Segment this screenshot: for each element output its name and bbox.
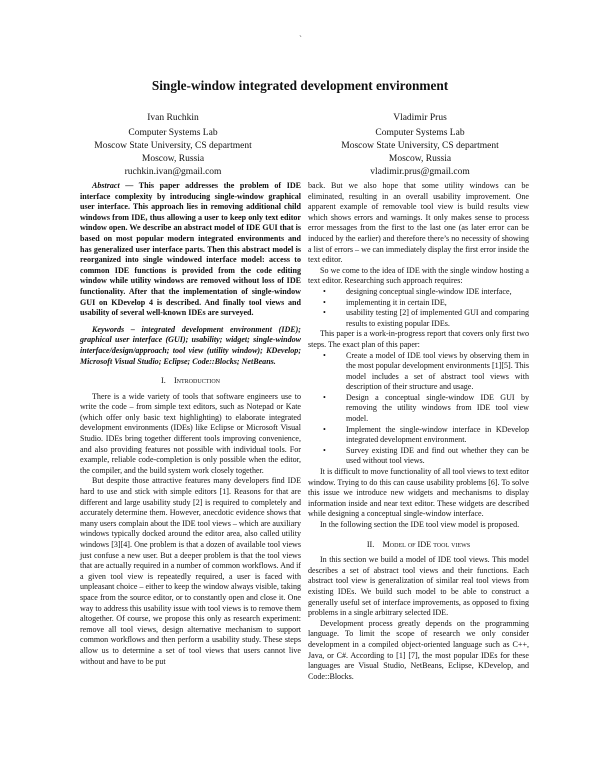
author-name: Vladimir Prus: [393, 113, 447, 123]
list-item: • Create a model of IDE tool views by observing them in the most popular development environments [1][5]. This model includes a set of abstract tool views with description of their structure and usage.: [346, 351, 529, 393]
paragraph: So we come to the idea of IDE with the single window hosting a text editor. Researching such approach requires:: [308, 265, 529, 286]
section-heading-model: [308, 540, 529, 551]
section-heading-introduction: [80, 376, 301, 387]
author-department: Moscow State University, CS department: [94, 141, 252, 151]
list-item: • Implement the single-window interface in KDevelop integrated development environment.: [346, 425, 529, 446]
author-department: Moscow State University, CS department: [341, 141, 499, 151]
paragraph: It is difficult to move functionality of all tool views to text editor window. Trying to do this can cause usability problems [6]. To solve this issue we introduce new widgets and mechanisms to display information inside and near text editor. These widgets are described while designing a conceptual single-window interface.: [308, 467, 529, 519]
author-location: Moscow, Russia: [141, 154, 205, 164]
section-title: Model of IDE tool views: [382, 539, 471, 549]
requirements-list: [308, 287, 529, 329]
author-block-1: [73, 112, 273, 179]
list-item: • implementing it in certain IDE,: [346, 298, 529, 309]
author-email: vladimir.prus@gmail.com: [370, 167, 470, 177]
paragraph: This paper is a work-in-progress report that covers only first two steps. The exact plan of this paper:: [308, 329, 529, 349]
paragraph: In the following section the IDE tool view model is proposed.: [320, 520, 520, 529]
paragraph: Development process greatly depends on the programming language. To limit the scope of research we only consider development in a compiled object-oriented language such as C++, Java, or C#. According to [1] [7], the most popular IDEs for these languages are Visual Studio, NetBeans, Eclipse, KDevelop, and Code::Blocks.: [308, 618, 529, 681]
section-title: Introduction: [173, 376, 221, 386]
abstract: [80, 181, 301, 319]
section-number: II.: [366, 539, 375, 549]
list-item: • Survey existing IDE and find out whether they can be used without tool views.: [346, 446, 529, 467]
header-mark: `: [299, 34, 302, 44]
abstract-label: Abstract: [92, 181, 120, 190]
section-number: I.: [160, 376, 166, 386]
abstract-text: — This paper addresses the problem of IDE interface complexity by introducing single-window graphical user interface. This approach lies in removing additional child windows from IDE, thus allowing a user to keep only text editor window open. We describe an abstract model of IDE GUI that is based on most popular modern integrated environments and has generalized user interface parts. Then this abstract model is reorganized into single windowed interface model: access to common IDE functions is provided from the code editing window while utility windows are removed without loss of IDE functionality. After that the implementation of single-window GUI on KDevelop 4 is described. And finally tool views and usability of several well-known IDEs are surveyed.: [80, 181, 301, 318]
paragraph: There is a wide variety of tools that software engineers use to write the code – from simple text editors, such as Notepad or Kate (which offer only basic text highlighting) to elaborate integrated development environments (IDEs) like Eclipse or Microsoft Visual Studio. IDEs bring together different tools improving convenience, and also providing features not possible with individual tools. For example, reliable code-completion is only possible when the editor, the compiler, and the build system work closely together.: [80, 391, 301, 475]
right-column: [308, 181, 529, 682]
paragraph: In this section we build a model of IDE tool views. This model describes a set of abstract tool views and their functions. Each abstract tool view is generalization of similar real tool views from existing IDEs. We build such model to be able to construct a generally useful set of interface improvements, as opposed to fixing problems in a single arbitrary selected IDE.: [308, 555, 529, 618]
list-item: • Design a conceptual single-window IDE GUI by removing the utility windows from IDE tool view model.: [346, 393, 529, 425]
paragraph: But despite those attractive features many developers find IDE hard to use and stick with simple editors [1]. Reasons for that are different and large usability study [2] is required to completely and accurately determine them. However, anecdotic evidence shows that many users complain about the IDE tool views – which are auxiliary windows typically docked around the editor area, also called utility windows [3][4]. One problem is that a dozen of available tool views just confuse a new user. But a deeper problem is that the tool views that are actually required in a number of common workflows. And if a given tool view is repeatedly required, a user is faced with unpleasant choice – either to keep the window always visible, taking space from the source editor, or to constantly open and close it. One way to address this usability issue with tool views is to remove them altogether. Of course, we propose this only as research experiment: remove all tool views, design alternative mechanism to support common workflows and then perform a usability study. These steps allow us to determine a set of tool views that users cannot live without and have to be put: [80, 476, 302, 666]
plan-list: [308, 351, 529, 468]
author-block-2: [320, 112, 520, 179]
author-email: ruchkin.ivan@gmail.com: [124, 167, 222, 177]
list-item: • designing conceptual single-window IDE interface,: [346, 287, 529, 298]
author-location: Moscow, Russia: [388, 154, 452, 164]
paper-title: Single-window integrated development environment: [151, 78, 449, 93]
left-column: [80, 181, 301, 667]
keywords: Keywords – integrated development environment (IDE); graphical user interface (GUI); usability; widget; single-window interface/design/approach; tool view (utility window); KDevelop; Microsoft Visual Studio; Eclipse; Code::Blocks; NetBeans.: [80, 324, 301, 366]
paragraph: back. But we also hope that some utility windows can be eliminated, resulting in an overall usability improvement. One apparent example of removable tool view is build results view which shows errors and warnings. It only makes sense to process error messages from the first to the last one (as later error can be induced by the earlier) and therefore there’s no necessity of showing a list of errors – we can immediately display the first error inside the text editor.: [308, 181, 529, 265]
list-item: • usability testing [2] of implemented GUI and comparing results to existing popular IDEs.: [346, 308, 529, 329]
author-affiliation: Computer Systems Lab: [375, 128, 465, 138]
author-name: Ivan Ruchkin: [147, 113, 199, 123]
author-affiliation: Computer Systems Lab: [128, 128, 218, 138]
